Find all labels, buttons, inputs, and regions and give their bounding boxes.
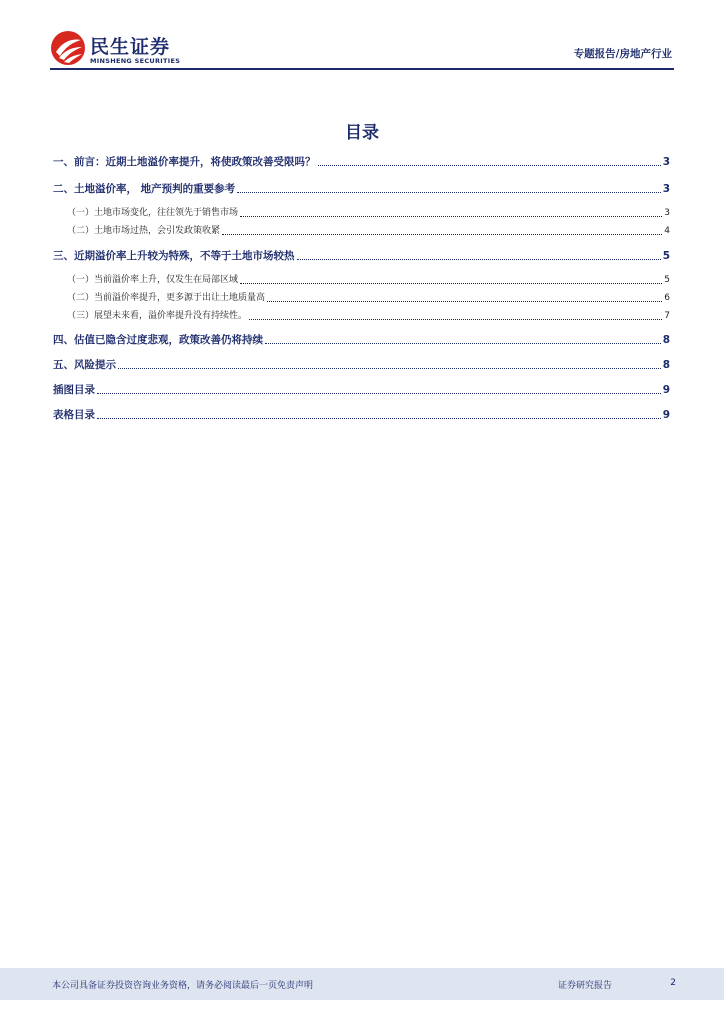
toc-item-page: 9	[662, 384, 670, 396]
toc-subitem-text: （三）展望未来看，溢价率提升没有持续性。	[67, 311, 248, 321]
toc-item-text: 五、风险提示	[53, 359, 116, 371]
toc-leader-dots	[297, 259, 661, 260]
logo-english-text: MINSHENG SECURITIES	[90, 57, 181, 65]
toc-item-page: 8	[662, 359, 670, 371]
toc-subitem-page: 7	[664, 311, 670, 321]
toc-leader-dots	[97, 418, 661, 419]
toc-leader-dots	[237, 192, 661, 193]
toc-subitem[interactable]	[53, 273, 670, 287]
toc-leader-dots	[265, 343, 661, 344]
toc-item[interactable]	[53, 155, 670, 169]
toc-item-page: 5	[662, 250, 670, 262]
toc-subitem-text: （一）土地市场变化，往往领先于销售市场	[67, 208, 239, 218]
toc-item-page: 3	[662, 183, 670, 195]
toc-subitem-page: 4	[664, 226, 670, 236]
toc-leader-dots	[118, 368, 661, 369]
toc-title: 目录	[345, 123, 379, 143]
toc-item[interactable]	[53, 249, 670, 263]
toc-item-page: 9	[662, 409, 670, 421]
toc-subitem-page: 6	[664, 293, 670, 303]
logo-chinese-text: 民生证券	[90, 36, 171, 58]
toc-subitem[interactable]	[53, 224, 670, 238]
toc-leader-dots	[97, 393, 661, 394]
toc-leader-dots	[249, 319, 662, 320]
toc-leader-dots	[222, 234, 662, 235]
toc-subitem-text: （二）当前溢价率提升，更多源于出让土地质量高	[67, 293, 266, 303]
toc-leader-dots	[267, 301, 662, 302]
toc-item-text: 四、估值已隐含过度悲观，政策改善仍将持续	[53, 334, 263, 346]
toc-leader-dots	[240, 283, 662, 284]
footer-disclaimer: 本公司具备证券投资咨询业务资格，请务必阅读最后一页免责声明	[52, 981, 314, 991]
toc-subitem-page: 3	[664, 208, 670, 218]
page-number: 2	[670, 978, 676, 988]
toc-item[interactable]	[53, 408, 670, 422]
toc-leader-dots	[318, 165, 661, 166]
toc-item[interactable]	[53, 383, 670, 397]
toc-item-page: 8	[662, 334, 670, 346]
toc-subitem-text: （一）当前溢价率上升，仅发生在局部区域	[67, 275, 239, 285]
toc-subitem[interactable]	[53, 309, 670, 323]
report-category: 专题报告/房地产行业	[573, 48, 672, 60]
toc-subitem-page: 5	[664, 275, 670, 285]
toc-subitem-text: （二）土地市场过热，会引发政策收紧	[67, 226, 221, 236]
toc-item-page: 3	[662, 156, 670, 168]
footer-report-type: 证券研究报告	[557, 981, 612, 991]
page-footer	[0, 968, 724, 1000]
minsheng-logo-icon	[50, 30, 86, 66]
toc-item-text: 二、土地溢价率， 地产预判的重要参考	[53, 183, 236, 195]
toc-item[interactable]	[53, 358, 670, 372]
toc-subitem[interactable]	[53, 291, 670, 305]
toc-item-text: 插图目录	[53, 384, 95, 396]
toc-subitem[interactable]	[53, 206, 670, 220]
page-header	[0, 0, 724, 80]
toc-item-text: 一、前言：近期土地溢价率提升，将使政策改善受限吗？	[53, 156, 316, 168]
toc-item[interactable]	[53, 182, 670, 196]
header-divider	[50, 68, 674, 70]
toc-item-text: 三、近期溢价率上升较为特殊，不等于土地市场较热	[53, 250, 295, 262]
toc-item-text: 表格目录	[53, 409, 95, 421]
toc-item[interactable]	[53, 333, 670, 347]
toc-leader-dots	[240, 216, 662, 217]
